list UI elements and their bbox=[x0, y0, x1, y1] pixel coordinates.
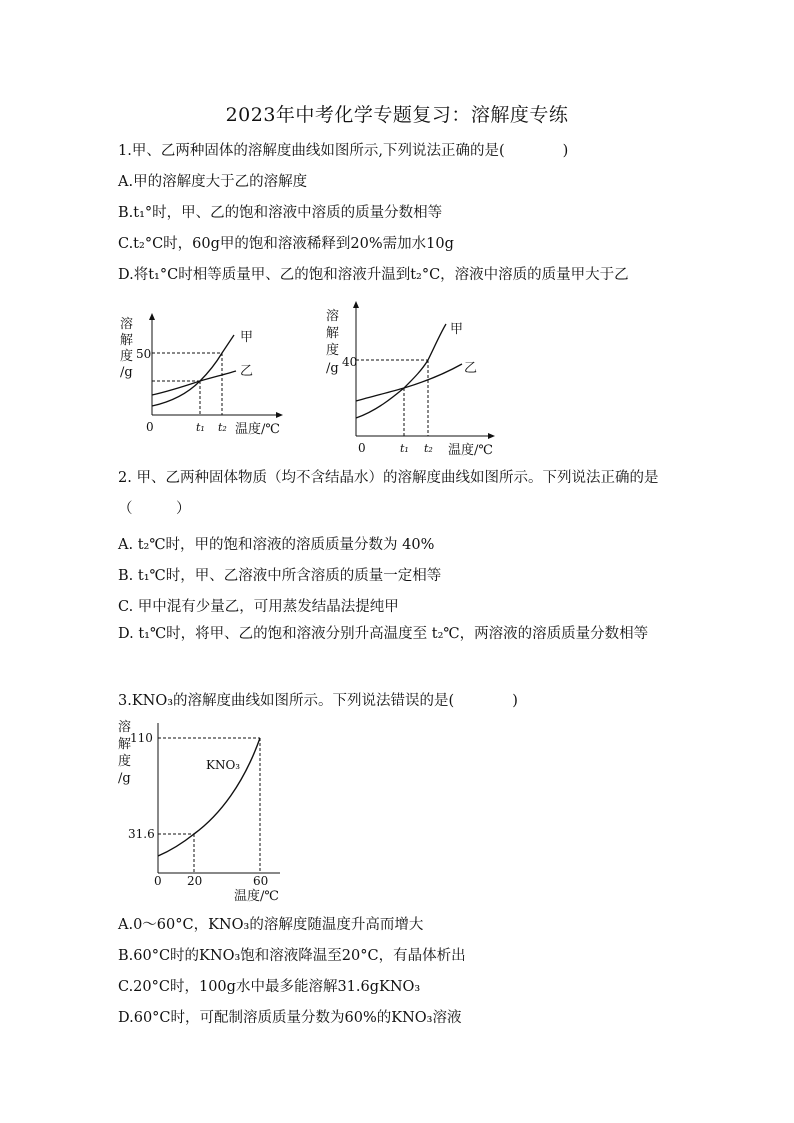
fig3-ytick-31-6: 31.6 bbox=[128, 827, 155, 841]
fig3-ylabel-3: 度 bbox=[118, 754, 132, 769]
curve-kno3 bbox=[158, 738, 260, 856]
solubility-chart-2 bbox=[320, 296, 505, 461]
fig3-xlabel: 温度/℃ bbox=[234, 889, 279, 904]
fig2-ylabel-1: 溶 bbox=[326, 309, 340, 324]
fig2-ylabel-3: 度 bbox=[326, 343, 340, 358]
fig3-series-label: KNO₃ bbox=[206, 758, 241, 772]
q1-option-b: B.t₁°时，甲、乙的饱和溶液中溶质的质量分数相等 bbox=[118, 205, 443, 221]
fig3-ylabel-4: /g bbox=[118, 771, 131, 786]
fig1-xtick-t2: t₂ bbox=[218, 421, 227, 434]
fig3-xtick-20: 20 bbox=[187, 874, 203, 888]
fig1-ylabel-1: 溶 bbox=[120, 317, 134, 332]
solubility-chart-1 bbox=[110, 305, 300, 440]
page-title: 2023年中考化学专题复习：溶解度专练 bbox=[225, 104, 569, 126]
q3-option-c: C.20°C时，100g水中最多能溶解31.6gKNO₃ bbox=[118, 979, 421, 995]
q2-option-d: D. t₁℃时，将甲、乙的饱和溶液分别升高温度至 t₂℃，两溶液的溶质质量分数相等 bbox=[118, 626, 649, 642]
curve-jia bbox=[356, 324, 446, 418]
curve-yi bbox=[152, 371, 236, 395]
q1-option-a: A.甲的溶解度大于乙的溶解度 bbox=[118, 174, 308, 190]
q1-stem: 1.甲、乙两种固体的溶解度曲线如图所示,下列说法正确的是( ) bbox=[118, 143, 569, 159]
fig1-origin: 0 bbox=[146, 420, 154, 434]
fig2-ylabel-2: 解 bbox=[326, 326, 340, 341]
fig3-xtick-60: 60 bbox=[253, 874, 269, 888]
y-axis-arrow bbox=[149, 313, 155, 320]
fig1-xlabel: 温度/℃ bbox=[235, 422, 280, 437]
fig2-xlabel: 温度/℃ bbox=[448, 443, 493, 458]
fig1-series-yi: 乙 bbox=[240, 364, 254, 379]
fig1-ylabel-4: /g bbox=[120, 365, 133, 380]
fig2-ylabel-4: /g bbox=[326, 361, 339, 376]
fig3-ylabel-1: 溶 bbox=[118, 720, 132, 735]
q2-option-c: C. 甲中混有少量乙，可用蒸发结晶法提纯甲 bbox=[118, 599, 399, 615]
y-axis-arrow bbox=[353, 301, 359, 308]
q2-stem: 2. 甲、乙两种固体物质（均不含结晶水）的溶解度曲线如图所示。下列说法正确的是（ ） bbox=[118, 470, 659, 517]
fig1-ylabel-2: 解 bbox=[120, 333, 134, 348]
q2-option-a: A. t₂℃时，甲的饱和溶液的溶质质量分数为 40% bbox=[118, 537, 435, 553]
fig2-xtick-t2: t₂ bbox=[424, 442, 433, 455]
fig3-xtick-0: 0 bbox=[154, 874, 162, 888]
fig3-ylabel-2: 解 bbox=[118, 737, 132, 752]
x-axis-arrow bbox=[276, 412, 283, 418]
q2-option-b: B. t₁℃时，甲、乙溶液中所含溶质的质量一定相等 bbox=[118, 568, 442, 584]
q1-option-d: D.将t₁°C时相等质量甲、乙的饱和溶液升温到t₂°C，溶液中溶质的质量甲大于乙 bbox=[118, 267, 629, 283]
q1-option-c: C.t₂°C时，60g甲的饱和溶液稀释到20%需加水10g bbox=[118, 236, 454, 252]
fig1-ytick-50: 50 bbox=[136, 347, 152, 361]
q3-option-d: D.60°C时，可配制溶质质量分数为60%的KNO₃溶液 bbox=[118, 1010, 462, 1026]
x-axis-arrow bbox=[488, 433, 495, 439]
kno3-solubility-chart bbox=[110, 715, 295, 905]
q3-option-a: A.0～60°C，KNO₃的溶解度随温度升高而增大 bbox=[118, 917, 424, 933]
fig3-ytick-110: 110 bbox=[130, 731, 153, 745]
fig2-series-jia: 甲 bbox=[450, 322, 464, 337]
q3-stem: 3.KNO₃的溶解度曲线如图所示。下列说法错误的是( ) bbox=[118, 693, 518, 709]
q3-option-b: B.60°C时的KNO₃饱和溶液降温至20°C，有晶体析出 bbox=[118, 948, 466, 964]
fig1-xtick-t1: t₁ bbox=[196, 421, 205, 434]
fig1-ylabel-3: 度 bbox=[120, 349, 134, 364]
fig2-series-yi: 乙 bbox=[464, 361, 478, 376]
fig1-series-jia: 甲 bbox=[240, 330, 254, 345]
fig2-xtick-t1: t₁ bbox=[400, 442, 409, 455]
fig2-origin: 0 bbox=[358, 441, 366, 455]
fig2-ytick-40: 40 bbox=[342, 355, 358, 369]
